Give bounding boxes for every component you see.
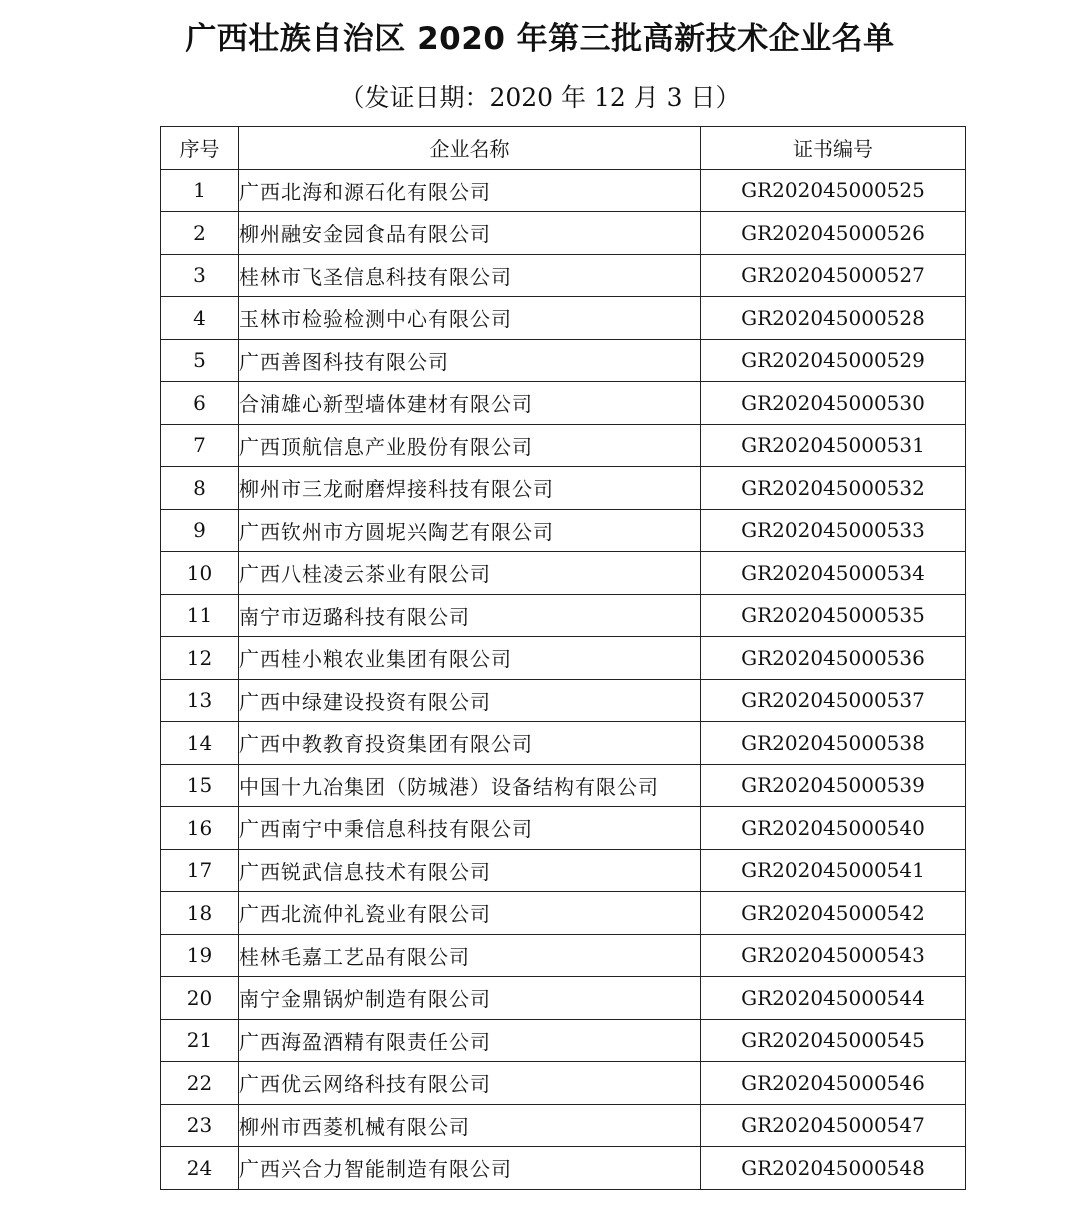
row-seq: 2	[161, 212, 239, 255]
row-company-name: 广西中绿建设投资有限公司	[239, 679, 701, 722]
row-company-name: 广西锐武信息技术有限公司	[239, 849, 701, 892]
row-cert-number: GR202045000532	[701, 467, 966, 510]
row-seq: 4	[161, 297, 239, 340]
row-cert-number: GR202045000540	[701, 807, 966, 850]
row-seq: 11	[161, 594, 239, 637]
table-row	[161, 934, 966, 977]
row-company-name: 中国十九冶集团（防城港）设备结构有限公司	[239, 764, 701, 807]
table-row	[161, 637, 966, 680]
row-seq: 12	[161, 637, 239, 680]
table-row	[161, 807, 966, 850]
row-cert-number: GR202045000528	[701, 297, 966, 340]
issue-date-subtitle: （发证日期：2020 年 12 月 3 日）	[339, 83, 741, 112]
document-title: 广西壮族自治区 2020 年第三批高新技术企业名单	[185, 21, 895, 57]
row-company-name: 广西善图科技有限公司	[239, 339, 701, 382]
table-body	[161, 169, 966, 1189]
row-company-name: 南宁市迈璐科技有限公司	[239, 594, 701, 637]
row-cert-number: GR202045000548	[701, 1147, 966, 1190]
table-row	[161, 849, 966, 892]
row-cert-number: GR202045000541	[701, 849, 966, 892]
row-cert-number: GR202045000527	[701, 254, 966, 297]
row-seq: 3	[161, 254, 239, 297]
row-seq: 13	[161, 679, 239, 722]
row-seq: 14	[161, 722, 239, 765]
row-company-name: 玉林市检验检测中心有限公司	[239, 297, 701, 340]
table-row	[161, 892, 966, 935]
company-list-table	[160, 126, 966, 1190]
row-cert-number: GR202045000544	[701, 977, 966, 1020]
table-row	[161, 594, 966, 637]
row-cert-number: GR202045000542	[701, 892, 966, 935]
row-seq: 10	[161, 552, 239, 595]
table-row	[161, 254, 966, 297]
row-seq: 19	[161, 934, 239, 977]
row-company-name: 广西海盈酒精有限责任公司	[239, 1019, 701, 1062]
row-company-name: 广西兴合力智能制造有限公司	[239, 1147, 701, 1190]
row-seq: 21	[161, 1019, 239, 1062]
row-company-name: 广西八桂凌云茶业有限公司	[239, 552, 701, 595]
row-seq: 23	[161, 1104, 239, 1147]
row-company-name: 广西北流仲礼瓷业有限公司	[239, 892, 701, 935]
row-seq: 15	[161, 764, 239, 807]
table-row	[161, 382, 966, 425]
row-company-name: 广西中教教育投资集团有限公司	[239, 722, 701, 765]
row-cert-number: GR202045000538	[701, 722, 966, 765]
row-cert-number: GR202045000543	[701, 934, 966, 977]
row-company-name: 柳州市西菱机械有限公司	[239, 1104, 701, 1147]
row-company-name: 南宁金鼎锅炉制造有限公司	[239, 977, 701, 1020]
row-company-name: 广西优云网络科技有限公司	[239, 1062, 701, 1105]
row-company-name: 合浦雄心新型墙体建材有限公司	[239, 382, 701, 425]
row-seq: 9	[161, 509, 239, 552]
row-cert-number: GR202045000530	[701, 382, 966, 425]
row-cert-number: GR202045000534	[701, 552, 966, 595]
row-company-name: 广西南宁中秉信息科技有限公司	[239, 807, 701, 850]
row-seq: 7	[161, 424, 239, 467]
header-cert-number: 证书编号	[701, 127, 966, 170]
row-company-name: 广西桂小粮农业集团有限公司	[239, 637, 701, 680]
table-row	[161, 1019, 966, 1062]
table-header-row	[161, 127, 966, 170]
row-company-name: 广西北海和源石化有限公司	[239, 169, 701, 212]
row-seq: 1	[161, 169, 239, 212]
row-company-name: 广西顶航信息产业股份有限公司	[239, 424, 701, 467]
table-row	[161, 977, 966, 1020]
table-row	[161, 212, 966, 255]
row-company-name: 柳州融安金园食品有限公司	[239, 212, 701, 255]
table-row	[161, 424, 966, 467]
row-cert-number: GR202045000531	[701, 424, 966, 467]
header-company-name: 企业名称	[239, 127, 701, 170]
row-cert-number: GR202045000533	[701, 509, 966, 552]
table-row	[161, 509, 966, 552]
table-row	[161, 1147, 966, 1190]
row-company-name: 广西钦州市方圆坭兴陶艺有限公司	[239, 509, 701, 552]
row-cert-number: GR202045000536	[701, 637, 966, 680]
row-company-name: 桂林市飞圣信息科技有限公司	[239, 254, 701, 297]
table-row	[161, 722, 966, 765]
row-cert-number: GR202045000537	[701, 679, 966, 722]
row-seq: 18	[161, 892, 239, 935]
row-seq: 5	[161, 339, 239, 382]
table-row	[161, 169, 966, 212]
row-cert-number: GR202045000547	[701, 1104, 966, 1147]
table-row	[161, 467, 966, 510]
row-seq: 8	[161, 467, 239, 510]
row-company-name: 桂林毛嘉工艺品有限公司	[239, 934, 701, 977]
row-seq: 22	[161, 1062, 239, 1105]
row-seq: 16	[161, 807, 239, 850]
table-row	[161, 1104, 966, 1147]
row-seq: 24	[161, 1147, 239, 1190]
row-cert-number: GR202045000545	[701, 1019, 966, 1062]
row-seq: 17	[161, 849, 239, 892]
row-cert-number: GR202045000535	[701, 594, 966, 637]
table-row	[161, 339, 966, 382]
table-row	[161, 552, 966, 595]
table-row	[161, 1062, 966, 1105]
row-company-name: 柳州市三龙耐磨焊接科技有限公司	[239, 467, 701, 510]
row-cert-number: GR202045000526	[701, 212, 966, 255]
row-seq: 6	[161, 382, 239, 425]
table-row	[161, 297, 966, 340]
table-row	[161, 764, 966, 807]
header-seq: 序号	[161, 127, 239, 170]
table-row	[161, 679, 966, 722]
row-seq: 20	[161, 977, 239, 1020]
row-cert-number: GR202045000539	[701, 764, 966, 807]
row-cert-number: GR202045000525	[701, 169, 966, 212]
row-cert-number: GR202045000529	[701, 339, 966, 382]
row-cert-number: GR202045000546	[701, 1062, 966, 1105]
